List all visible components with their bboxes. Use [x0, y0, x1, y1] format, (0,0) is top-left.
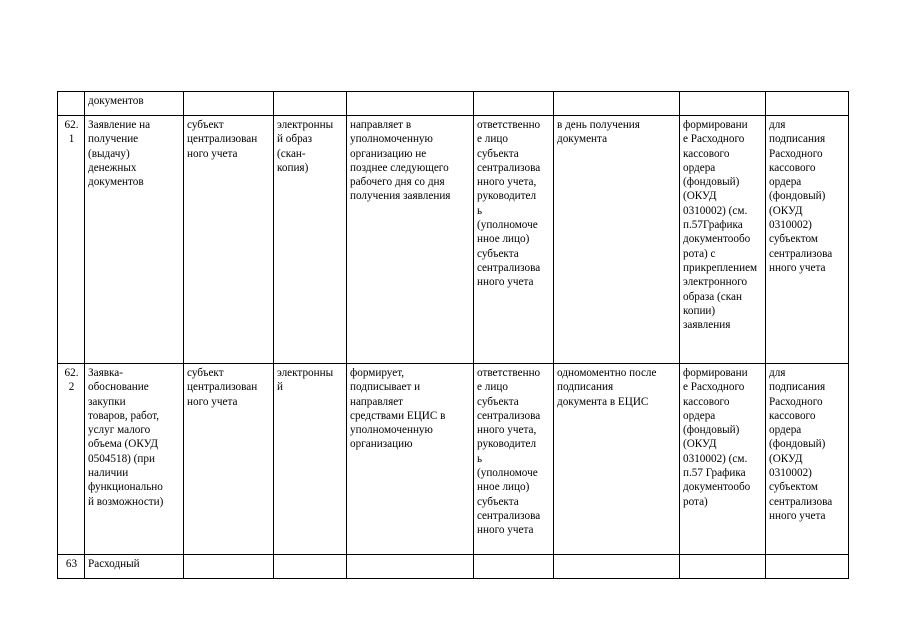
- responsible-cell: ответственно е лицо субъекта cентрализова нного учета, руководител ь (уполномоче нное лицо) субъекта cентрализова нного учета: [474, 364, 554, 555]
- purpose-cell: [766, 92, 849, 116]
- deadline-cell: одномоментно после подписания документа в ЕЦИС: [554, 364, 680, 555]
- row-number: 63: [58, 555, 85, 579]
- document-name-cell: документов: [85, 92, 184, 116]
- creator-cell: субъект централизован ного учета: [184, 364, 274, 555]
- creator-cell: [184, 92, 274, 116]
- format-cell: [274, 555, 347, 579]
- creator-cell: субъект централизован ного учета: [184, 116, 274, 364]
- document-name-cell: Расходный: [85, 555, 184, 579]
- row-number: [58, 92, 85, 116]
- action-cell: [347, 92, 474, 116]
- table-row: [58, 116, 849, 364]
- deadline-cell: [554, 555, 680, 579]
- row-number: 62. 1: [58, 116, 85, 364]
- table-row: [58, 364, 849, 555]
- purpose-cell: для подписания Расходного кассового ордера (фондовый) (ОКУД 0310002) субъектом cентрализова нного учета: [766, 116, 849, 364]
- deadline-cell: [554, 92, 680, 116]
- table-row: [58, 555, 849, 579]
- document-name-cell: Заявка- обоснование закупки товаров, работ, услуг малого объема (ОКУД 0504518) (при наличии функционально й возможности): [85, 364, 184, 555]
- result-cell: [680, 92, 766, 116]
- purpose-cell: для подписания Расходного кассового ордера (фондовый) (ОКУД 0310002) субъектом cентрализова нного учета: [766, 364, 849, 555]
- format-cell: электронны й: [274, 364, 347, 555]
- format-cell: электронны й образ (скан- копия): [274, 116, 347, 364]
- action-cell: [347, 555, 474, 579]
- deadline-cell: в день получения документа: [554, 116, 680, 364]
- purpose-cell: [766, 555, 849, 579]
- responsible-cell: [474, 555, 554, 579]
- result-cell: формировани е Расходного кассового ордера (фондовый) (ОКУД 0310002) (см. п.57 Графика документообо рота): [680, 364, 766, 555]
- document-table: [57, 91, 849, 579]
- action-cell: направляет в уполномоченную организацию не позднее следующего рабочего дня со дня получения заявления: [347, 116, 474, 364]
- row-number: 62. 2: [58, 364, 85, 555]
- document-name-cell: Заявление на получение (выдачу) денежных документов: [85, 116, 184, 364]
- responsible-cell: [474, 92, 554, 116]
- action-cell: формирует, подписывает и направляет средствами ЕЦИС в уполномоченную организацию: [347, 364, 474, 555]
- creator-cell: [184, 555, 274, 579]
- responsible-cell: ответственно е лицо субъекта cентрализова нного учета, руководител ь (уполномоче нное лицо) субъекта cентрализова нного учета: [474, 116, 554, 364]
- result-cell: [680, 555, 766, 579]
- table-row: [58, 92, 849, 116]
- result-cell: формировани е Расходного кассового ордера (фондовый) (ОКУД 0310002) (см. п.57Графика документообо рота) с прикреплением электронного образа (скан копии) заявления: [680, 116, 766, 364]
- format-cell: [274, 92, 347, 116]
